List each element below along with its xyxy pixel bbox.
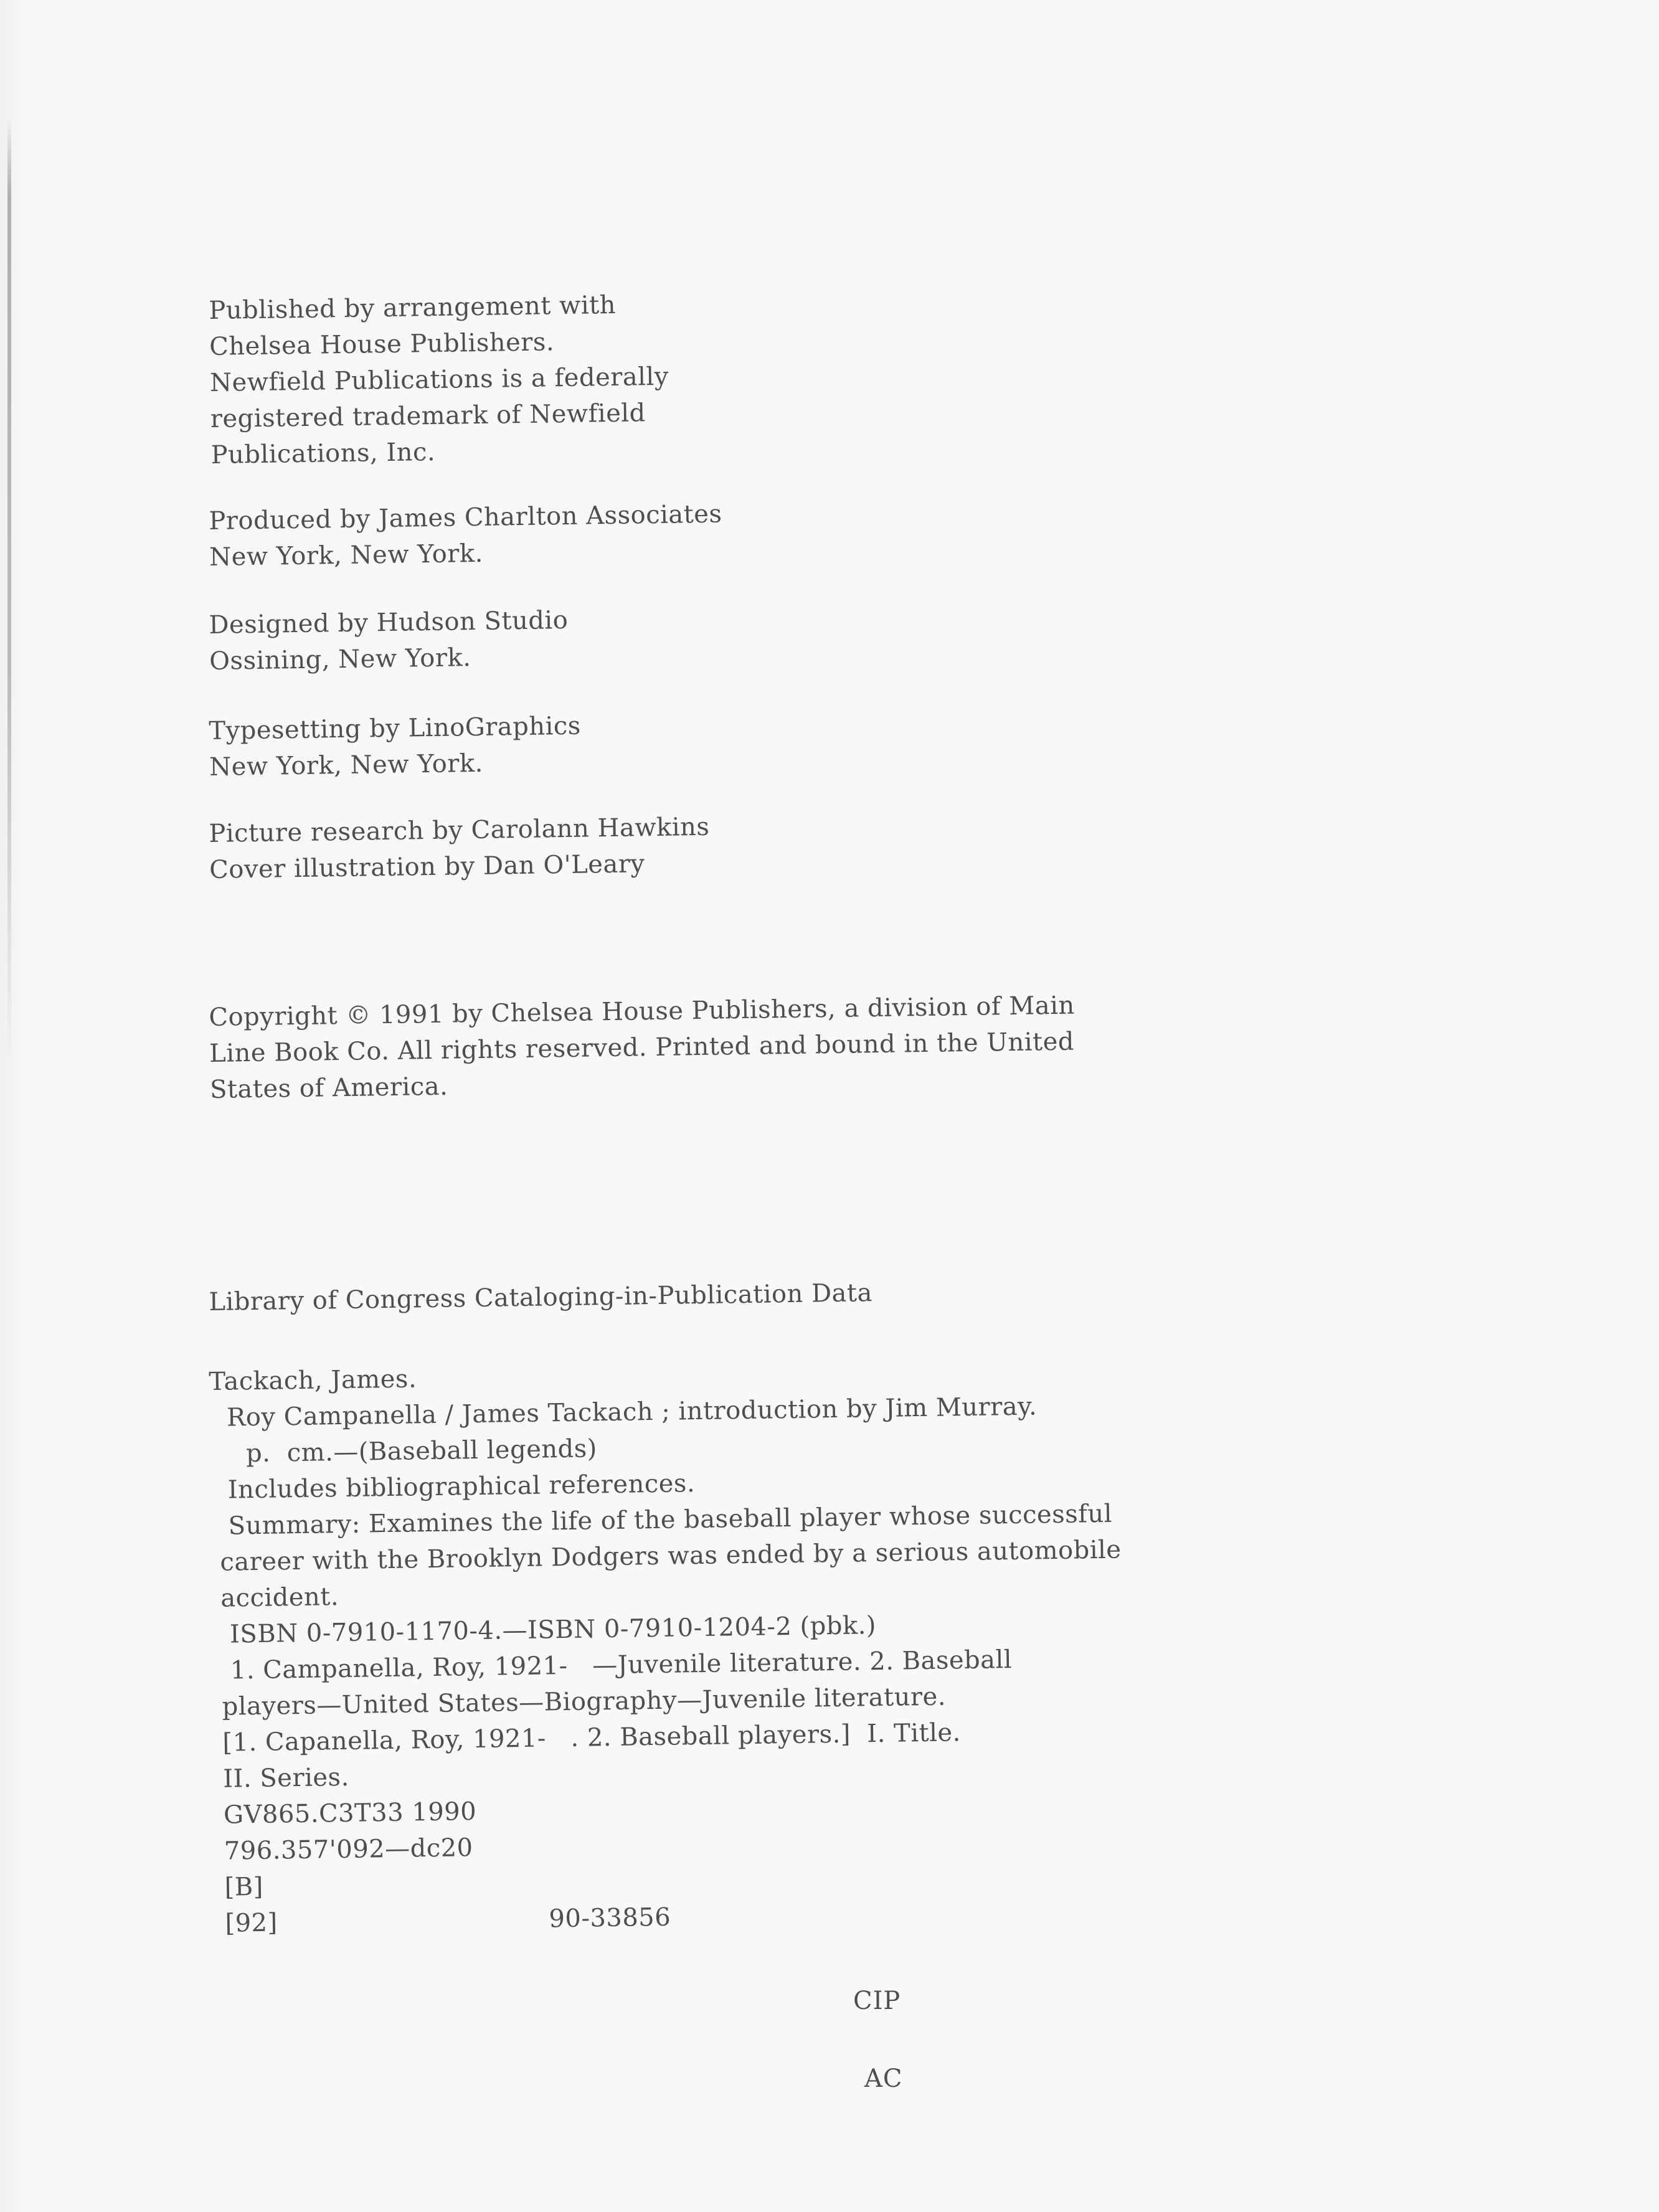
publisher-line: Published by arrangement with (209, 290, 617, 325)
picture-line: Picture research by Carolann Hawkins (209, 812, 710, 848)
copyright-notice (209, 985, 1269, 1108)
page-spine-edge (7, 118, 11, 1065)
publisher-line: Chelsea House Publishers. (209, 328, 555, 361)
designer-line: Designed by Hudson Studio (209, 605, 569, 640)
designer-line: Ossining, New York. (209, 643, 471, 676)
copyright-line: States of America. (209, 1072, 448, 1104)
typesetting-credit (209, 698, 1268, 785)
publisher-line: Publications, Inc. (210, 437, 436, 470)
catalog-summary-line: Summary: Examines the life of the baseball player whose successful (228, 1499, 1113, 1541)
catalog-dewey: 796.357'092—dc20 (224, 1833, 473, 1866)
catalog-subject-line: [1. Capanella, Roy, 1921- . 2. Baseball players.] I. Title. (222, 1718, 962, 1757)
designer-credit (209, 592, 1268, 679)
producer-line: New York, New York. (209, 539, 484, 572)
producer-credit (209, 488, 1268, 575)
copyright-line: Copyright © 1991 by Chelsea House Publishers, a division of Main (209, 991, 1075, 1032)
typesetting-line: Typesetting by LinoGraphics (209, 711, 582, 745)
publisher-line: Newfield Publications is a federally (209, 362, 669, 397)
copyright-line: Line Book Co. All rights reserved. Printed and bound in the United (209, 1027, 1075, 1068)
catalog-bracket-b: [B] (224, 1872, 264, 1902)
cip-record (209, 1349, 1275, 1942)
picture-line: Cover illustration by Dan O'Leary (209, 849, 645, 884)
cip-marker: CIP (853, 1987, 901, 2015)
picture-credit (209, 801, 1268, 888)
ac-marker: AC (864, 2064, 903, 2093)
catalog-summary-line: career with the Brooklyn Dodgers was ended by a serious automobile (220, 1535, 1122, 1577)
catalog-physical: p. cm.—(Baseball legends) (245, 1434, 598, 1468)
cip-heading (209, 1269, 1268, 1320)
catalog-lc-class: GV865.C3T33 1990 (223, 1797, 477, 1830)
publisher-line: registered trademark of Newfield (210, 399, 646, 433)
catalog-subject-line: players—United States—Biography—Juvenile literature. (222, 1682, 947, 1721)
catalog-subject-line: 1. Campanella, Roy, 1921- —Juvenile literature. 2. Baseball (230, 1645, 1013, 1685)
catalog-lccn: 90-33856 (549, 1902, 671, 1934)
catalog-author: Tackach, James. (209, 1364, 417, 1396)
catalog-title-line: Roy Campanella / James Tackach ; introduction by Jim Murray. (226, 1392, 1037, 1432)
catalog-summary-line: accident. (220, 1582, 339, 1613)
catalog-isbn: ISBN 0-7910-1170-4.—ISBN 0-7910-1204-2 (pbk.) (229, 1611, 877, 1649)
catalog-bracket-92: [92] (225, 1908, 278, 1938)
cataloging-heading: Library of Congress Cataloging-in-Publication Data (209, 1279, 873, 1316)
catalog-notes: Includes bibliographical references. (227, 1469, 696, 1505)
producer-line: Produced by James Charlton Associates (209, 499, 722, 536)
catalog-subject-line: II. Series. (222, 1762, 350, 1794)
publisher-credit (209, 278, 1270, 473)
typesetting-line: New York, New York. (209, 749, 484, 782)
